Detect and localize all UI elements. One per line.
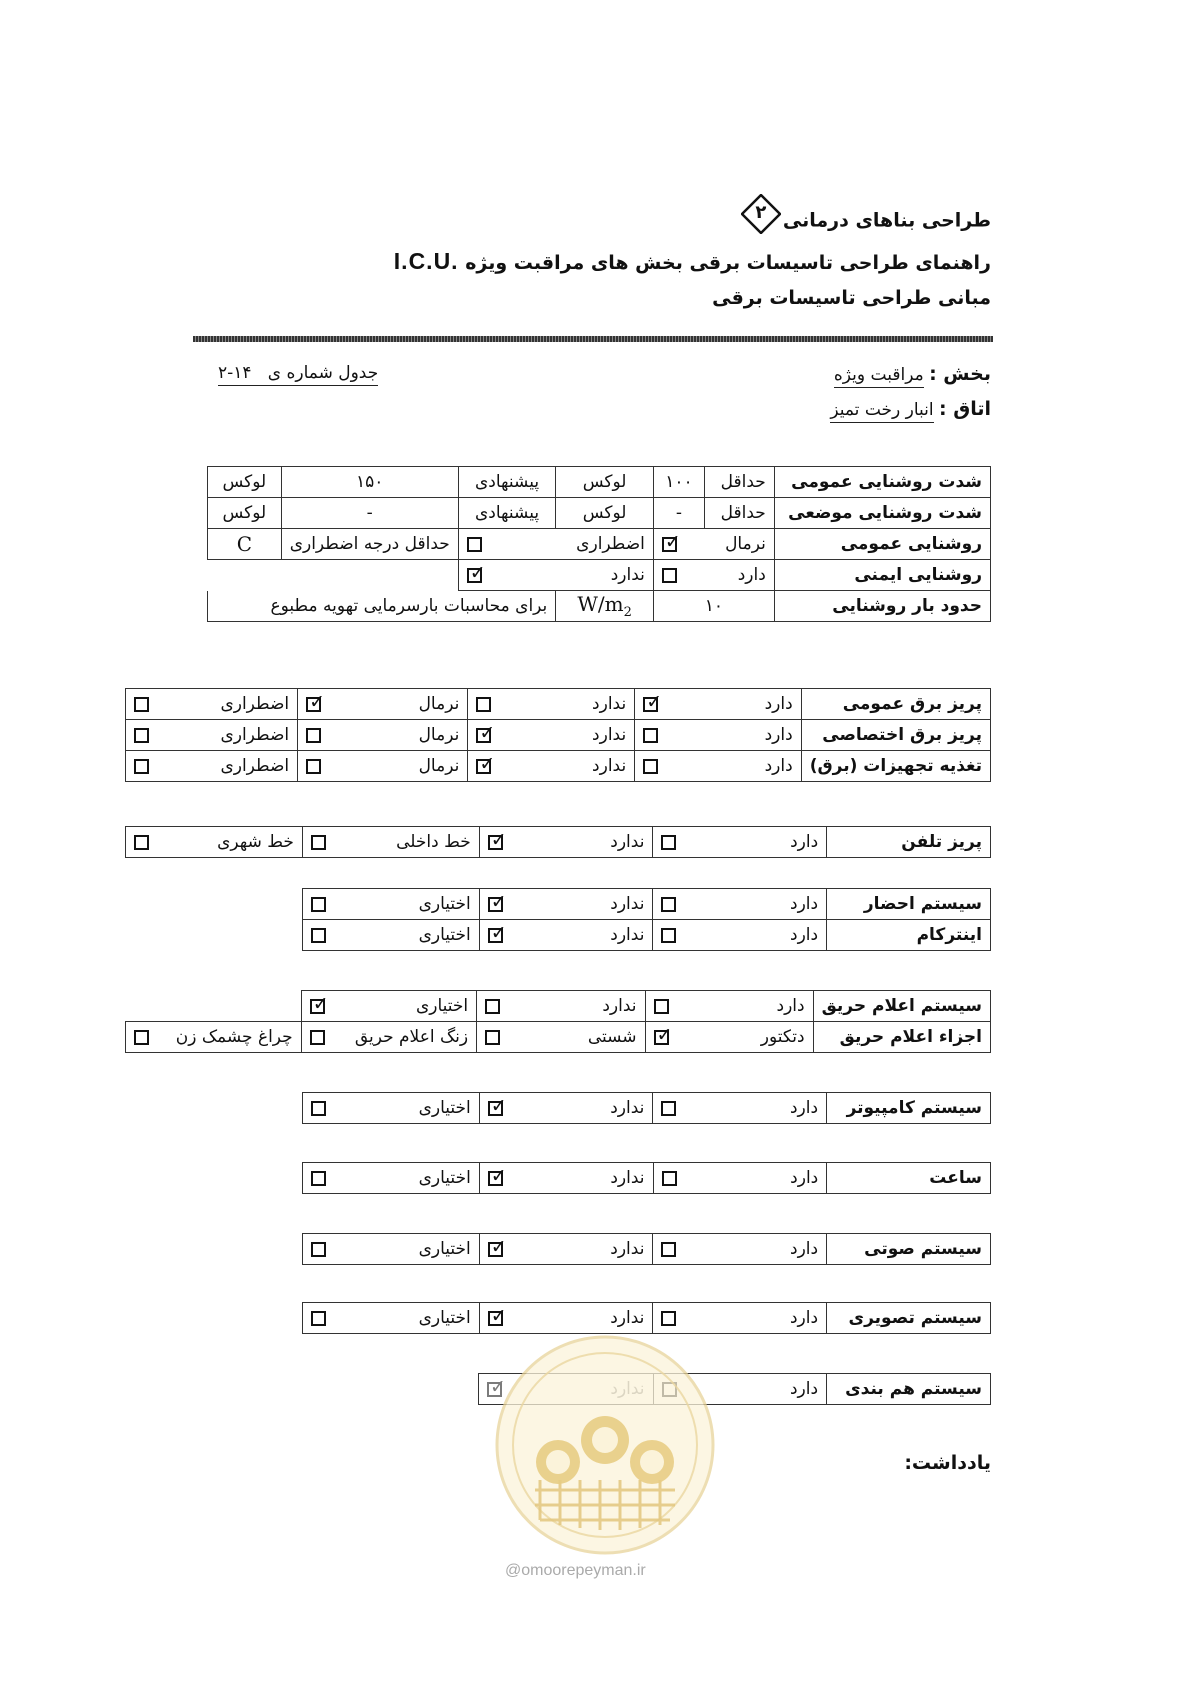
emergency-label: اضطراری	[220, 756, 290, 776]
clock-row	[303, 1163, 991, 1194]
intercom-row	[303, 920, 991, 951]
has-option	[653, 1163, 827, 1194]
optional-option	[303, 1234, 480, 1265]
has-label: دارد	[789, 1098, 819, 1118]
has-option	[635, 720, 801, 751]
has-option	[653, 1234, 827, 1265]
checkbox-icon[interactable]	[467, 568, 482, 583]
normal-option	[298, 689, 468, 720]
has-label: دارد	[776, 996, 805, 1016]
load-unit: W/m	[577, 592, 624, 616]
checkbox-icon[interactable]	[643, 759, 658, 774]
checkbox-icon[interactable]	[488, 1242, 503, 1257]
hasnot-option	[458, 560, 653, 591]
row-label: حدود بار روشنایی	[774, 591, 990, 622]
paging-table	[302, 888, 991, 951]
checkbox-icon[interactable]	[488, 1101, 503, 1116]
has-option	[653, 560, 774, 591]
checkbox-icon[interactable]	[643, 697, 658, 712]
checkbox-icon[interactable]	[476, 728, 491, 743]
min-label: حداقل	[704, 498, 774, 529]
unit: لوکس	[556, 498, 654, 529]
city-line-label: خط شهری	[217, 832, 294, 852]
row-label: سیستم کامپیوتر	[827, 1093, 991, 1124]
diamond-badge-icon	[741, 194, 781, 234]
checkbox-icon[interactable]	[661, 1311, 676, 1326]
optional-label: اختیاری	[418, 1308, 471, 1328]
has-option	[653, 1093, 827, 1124]
checkbox-icon[interactable]	[467, 537, 482, 552]
checkbox-icon[interactable]	[661, 897, 676, 912]
internal-line-option	[302, 827, 479, 858]
optional-label: اختیاری	[415, 996, 469, 1016]
hasnot-option	[479, 1093, 653, 1124]
watermark-text: @omoorepeyman.ir	[505, 1562, 646, 1579]
row-label: شدت روشنایی عمومی	[774, 467, 990, 498]
has-label: دارد	[790, 1239, 819, 1259]
row-label: سیستم اعلام حریق	[813, 991, 990, 1022]
hasnot-label: ندارد	[610, 565, 645, 585]
section-field	[834, 363, 991, 385]
watermark-seal-icon	[490, 1330, 720, 1570]
hasnot-label: ندارد	[610, 832, 645, 852]
min-grade-label: حداقل درجه اضطراری	[281, 529, 458, 560]
section-label: بخش :	[929, 363, 991, 385]
normal-option	[653, 529, 774, 560]
internal-line-label: خط داخلی	[396, 832, 471, 852]
checkbox-icon[interactable]	[134, 1030, 149, 1045]
row-label: سیستم تصویری	[827, 1303, 991, 1334]
checkbox-icon[interactable]	[662, 1171, 677, 1186]
header-subtitle: راهنمای طراحی تاسیسات برقی بخش های مراقبت ویژه	[465, 252, 991, 274]
hasnot-label: ندارد	[610, 1168, 645, 1188]
checkbox-icon[interactable]	[311, 1101, 326, 1116]
checkbox-icon[interactable]	[310, 1030, 325, 1045]
emergency-option	[126, 751, 298, 782]
rec-unit: لوکس	[208, 467, 282, 498]
has-label: دارد	[764, 756, 793, 776]
rec-label: پیشنهادی	[458, 467, 556, 498]
detector-label: دتکتور	[760, 1027, 805, 1047]
optional-option	[303, 1303, 480, 1334]
has-label: دارد	[789, 1379, 819, 1399]
checkbox-icon[interactable]	[654, 1030, 669, 1045]
empty-cell	[126, 991, 302, 1022]
rec-unit: لوکس	[208, 498, 282, 529]
normal-label: نرمال	[418, 694, 460, 714]
room-field	[830, 398, 991, 420]
checkbox-icon[interactable]	[306, 697, 321, 712]
hasnot-option	[479, 827, 653, 858]
has-option	[653, 827, 827, 858]
checkbox-icon[interactable]	[134, 835, 149, 850]
pushbutton-label: شستی	[587, 1027, 637, 1047]
local-intensity-row	[208, 498, 991, 529]
hasnot-option	[477, 991, 645, 1022]
header-line-2	[394, 248, 991, 275]
min-value: ۱۰۰	[653, 467, 704, 498]
lighting-table	[207, 466, 991, 622]
pushbutton-option	[477, 1022, 645, 1053]
detector-option	[645, 1022, 813, 1053]
has-option	[653, 920, 827, 951]
empty-cell	[208, 560, 459, 591]
fire-system-row	[126, 991, 991, 1022]
load-limit-row	[208, 591, 991, 622]
hasnot-label: ندارد	[610, 1098, 645, 1118]
checkbox-icon[interactable]	[662, 537, 677, 552]
has-label: دارد	[790, 1168, 819, 1188]
has-option	[653, 889, 827, 920]
room-label: اتاق :	[939, 398, 991, 420]
optional-label: اختیاری	[418, 894, 471, 914]
row-label: پریز تلفن	[827, 827, 991, 858]
hasnot-label: ندارد	[592, 756, 627, 776]
normal-label: نرمال	[418, 725, 460, 745]
emergency-option	[126, 689, 298, 720]
has-label: دارد	[790, 894, 819, 914]
normal-label: نرمال	[418, 756, 460, 776]
has-label: دارد	[737, 565, 766, 585]
row-label: سیستم احضار	[827, 889, 991, 920]
checkbox-icon[interactable]	[134, 728, 149, 743]
optional-label: اختیاری	[418, 925, 471, 945]
audio-table	[302, 1233, 991, 1265]
paging-row	[303, 889, 991, 920]
row-label: روشنایی عمومی	[774, 529, 990, 560]
sockets-table	[125, 688, 991, 782]
emergency-option	[126, 720, 298, 751]
section-value: مراقبت ویژه	[834, 365, 924, 388]
table-label: جدول شماره ی	[267, 363, 379, 383]
flasher-label: چراغ چشمک زن	[175, 1027, 293, 1047]
dedicated-socket-row	[126, 720, 991, 751]
checkbox-icon[interactable]	[488, 928, 503, 943]
has-label: دارد	[789, 1308, 819, 1328]
row-label: تغذیه تجهیزات (برق)	[801, 751, 990, 782]
checkbox-icon[interactable]	[311, 1311, 326, 1326]
unit: لوکس	[556, 467, 654, 498]
hasnot-option	[479, 1303, 653, 1334]
emergency-label: اضطراری	[576, 534, 645, 554]
rec-label: پیشنهادی	[458, 498, 556, 529]
bell-label: زنگ اعلام حریق	[354, 1027, 469, 1047]
hasnot-option	[479, 1234, 653, 1265]
checkbox-icon[interactable]	[662, 568, 677, 583]
min-grade-value: C	[208, 529, 282, 560]
optional-option	[303, 1163, 480, 1194]
rec-value: ۱۵۰	[281, 467, 458, 498]
optional-label: اختیاری	[418, 1239, 471, 1259]
hasnot-label: ندارد	[610, 894, 645, 914]
checkbox-icon[interactable]	[476, 759, 491, 774]
hasnot-label: ندارد	[592, 725, 627, 745]
video-row	[303, 1303, 991, 1334]
checkbox-icon[interactable]	[661, 835, 676, 850]
header-title: طراحی بناهای درمانی	[782, 209, 991, 232]
checkbox-icon[interactable]	[476, 697, 491, 712]
normal-option	[298, 751, 468, 782]
hasnot-option	[468, 689, 635, 720]
safety-lighting-row	[208, 560, 991, 591]
computer-row	[303, 1093, 991, 1124]
checkbox-icon[interactable]	[134, 759, 149, 774]
watermark-logo	[490, 1330, 720, 1570]
row-label: روشنایی ایمنی	[774, 560, 990, 591]
table-number-caption	[218, 363, 378, 386]
row-label: ساعت	[827, 1163, 991, 1194]
normal-option	[298, 720, 468, 751]
checkbox-icon[interactable]	[661, 1101, 676, 1116]
header-line-3: مبانی طراحی تاسیسات برقی	[712, 287, 991, 309]
min-label: حداقل	[704, 467, 774, 498]
general-socket-row	[126, 689, 991, 720]
row-label: پریز برق عمومی	[801, 689, 990, 720]
computer-table	[302, 1092, 991, 1124]
has-label: دارد	[790, 832, 819, 852]
row-label: پریز برق اختصاصی	[801, 720, 990, 751]
emergency-label: اضطراری	[220, 725, 290, 745]
has-option	[645, 991, 813, 1022]
has-option	[635, 751, 801, 782]
optional-option	[303, 920, 480, 951]
row-label: اینترکام	[827, 920, 991, 951]
has-label: دارد	[790, 925, 819, 945]
general-intensity-row	[208, 467, 991, 498]
hasnot-label: ندارد	[610, 1239, 645, 1259]
optional-label: اختیاری	[418, 1098, 471, 1118]
header-divider	[193, 336, 993, 342]
checkbox-icon[interactable]	[306, 728, 321, 743]
optional-option	[301, 991, 476, 1022]
note-label: یادداشت:	[904, 1452, 991, 1474]
hasnot-label: ندارد	[610, 1308, 645, 1328]
checkbox-icon[interactable]	[134, 697, 149, 712]
row-label: سیستم هم بندی	[827, 1374, 991, 1405]
fire-alarm-table	[125, 990, 991, 1053]
hasnot-option	[479, 920, 653, 951]
clock-table	[302, 1162, 991, 1194]
checkbox-icon[interactable]	[488, 1171, 503, 1186]
badge-number: ۲	[755, 202, 767, 223]
has-option	[635, 689, 801, 720]
checkbox-icon[interactable]	[311, 928, 326, 943]
optional-label: اختیاری	[418, 1168, 471, 1188]
checkbox-icon[interactable]	[661, 928, 676, 943]
room-value: انبار رخت تمیز	[830, 400, 933, 423]
equipment-power-row	[126, 751, 991, 782]
has-label: دارد	[764, 725, 793, 745]
general-lighting-row	[208, 529, 991, 560]
table-number-field	[218, 363, 378, 383]
checkbox-icon[interactable]	[306, 759, 321, 774]
checkbox-icon[interactable]	[311, 897, 326, 912]
checkbox-icon[interactable]	[310, 999, 325, 1014]
telephone-table	[125, 826, 991, 858]
checkbox-icon[interactable]	[643, 728, 658, 743]
has-option	[653, 1303, 827, 1334]
checkbox-icon[interactable]	[654, 999, 669, 1014]
header-acronym: I.C.U.	[393, 248, 459, 274]
hasnot-option	[468, 720, 635, 751]
optional-option	[303, 889, 480, 920]
emergency-label: اضطراری	[220, 694, 290, 714]
normal-label: نرمال	[725, 534, 766, 554]
min-value: -	[653, 498, 704, 529]
audio-row	[303, 1234, 991, 1265]
checkbox-icon[interactable]	[311, 1242, 326, 1257]
table-number: ۱۴-۲	[218, 363, 252, 383]
bell-option	[301, 1022, 476, 1053]
load-note: برای محاسبات بارسرمایی تهویه مطبوع	[208, 591, 556, 622]
has-label: دارد	[764, 694, 793, 714]
emergency-option	[458, 529, 653, 560]
header-line-1	[739, 202, 991, 234]
load-unit-cell	[556, 591, 654, 622]
load-unit-sub: 2	[623, 605, 632, 620]
checkbox-icon[interactable]	[488, 897, 503, 912]
rec-value: -	[281, 498, 458, 529]
row-label: اجزاء اعلام حریق	[813, 1022, 990, 1053]
hasnot-label: ندارد	[592, 694, 627, 714]
checkbox-icon[interactable]	[311, 835, 326, 850]
hasnot-option	[479, 889, 653, 920]
fire-components-row	[126, 1022, 991, 1053]
telephone-row	[126, 827, 991, 858]
row-label: سیستم صوتی	[827, 1234, 991, 1265]
hasnot-option	[468, 751, 635, 782]
checkbox-icon[interactable]	[488, 835, 503, 850]
flasher-option	[126, 1022, 302, 1053]
row-label: شدت روشنایی موضعی	[774, 498, 990, 529]
optional-option	[303, 1093, 480, 1124]
hasnot-label: ندارد	[602, 996, 637, 1016]
hasnot-option	[479, 1163, 653, 1194]
checkbox-icon[interactable]	[485, 999, 500, 1014]
checkbox-icon[interactable]	[488, 1311, 503, 1326]
checkbox-icon[interactable]	[485, 1030, 500, 1045]
checkbox-icon[interactable]	[661, 1242, 676, 1257]
checkbox-icon[interactable]	[311, 1171, 326, 1186]
city-line-option	[126, 827, 303, 858]
load-value: ۱۰	[653, 591, 774, 622]
hasnot-label: ندارد	[610, 925, 645, 945]
